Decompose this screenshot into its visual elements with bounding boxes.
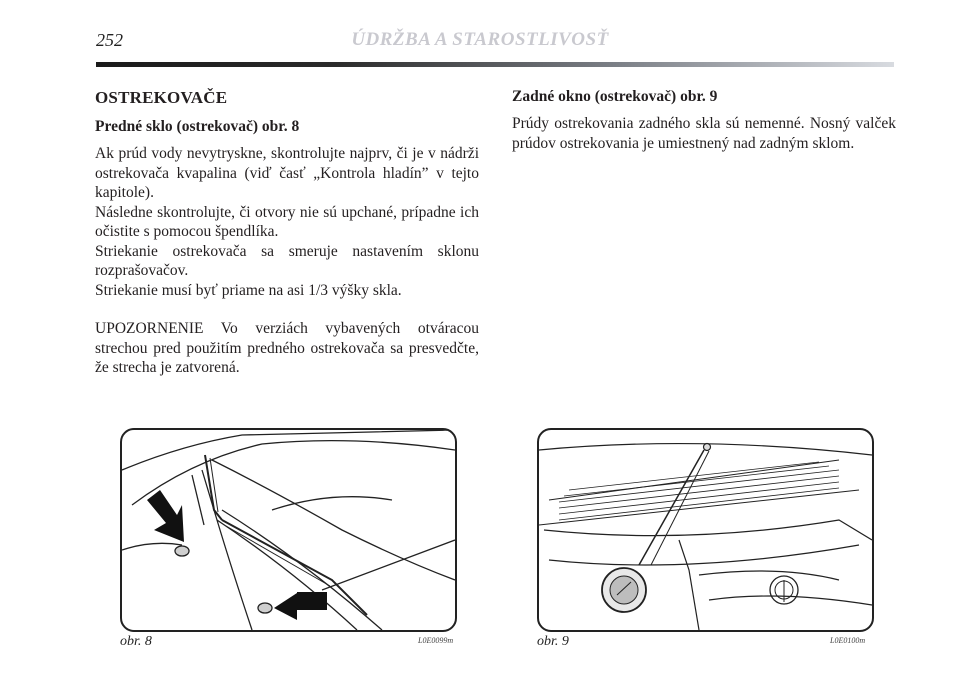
subsection-title-rear-window: Zadné okno (ostrekovač) obr. 9 — [512, 88, 718, 105]
figure-caption-8: obr. 8 — [120, 634, 152, 649]
figure-caption-9: obr. 9 — [537, 634, 569, 649]
figure-code-9: L0E0100m — [830, 636, 866, 645]
figure-code-8: L0E0099m — [418, 636, 454, 645]
header-rule — [96, 62, 894, 67]
warning-paragraph: UPOZORNENIE Vo verziách vybavených otváracou strechou pred použitím predného ostrekovača sa presvedčte, že strecha je zatvorená. — [95, 320, 479, 376]
left-column — [95, 88, 479, 378]
paragraph-adjust-angle: Striekanie ostrekovača sa smeruje nastavením sklonu rozprašovačov. — [95, 242, 479, 279]
rear-window-washer-illustration — [539, 430, 872, 630]
right-column — [512, 88, 896, 153]
paragraph-jet-height: Striekanie musí byť priame na asi 1/3 výšky skla. — [95, 281, 402, 299]
figure-rear-window-washer — [537, 428, 874, 632]
page-number: 252 — [96, 30, 123, 50]
paragraph-clean-nozzles: Následne skontrolujte, či otvory nie sú upchané, prípadne ich očistite s pomocou špendlíka. — [95, 203, 479, 240]
chapter-title: ÚDRŽBA A STAROSTLIVOSŤ — [351, 29, 609, 50]
subsection-title-windscreen: Predné sklo (ostrekovač) obr. 8 — [95, 118, 300, 135]
paragraph-rear-jets: Prúdy ostrekovania zadného skla sú nemenné. Nosný valček prúdov ostrekovania je umiestnený nad zadným sklom. — [512, 115, 896, 152]
paragraph-check-reservoir: Ak prúd vody nevytryskne, skontrolujte najprv, či je v nádrži ostrekovača kvapalina (viď časť „Kontrola hladín” v tejto kapitole). — [95, 145, 479, 201]
section-title: OSTREKOVAČE — [95, 88, 228, 107]
figure-windscreen-washer — [120, 428, 457, 632]
windscreen-washer-illustration — [122, 430, 455, 630]
